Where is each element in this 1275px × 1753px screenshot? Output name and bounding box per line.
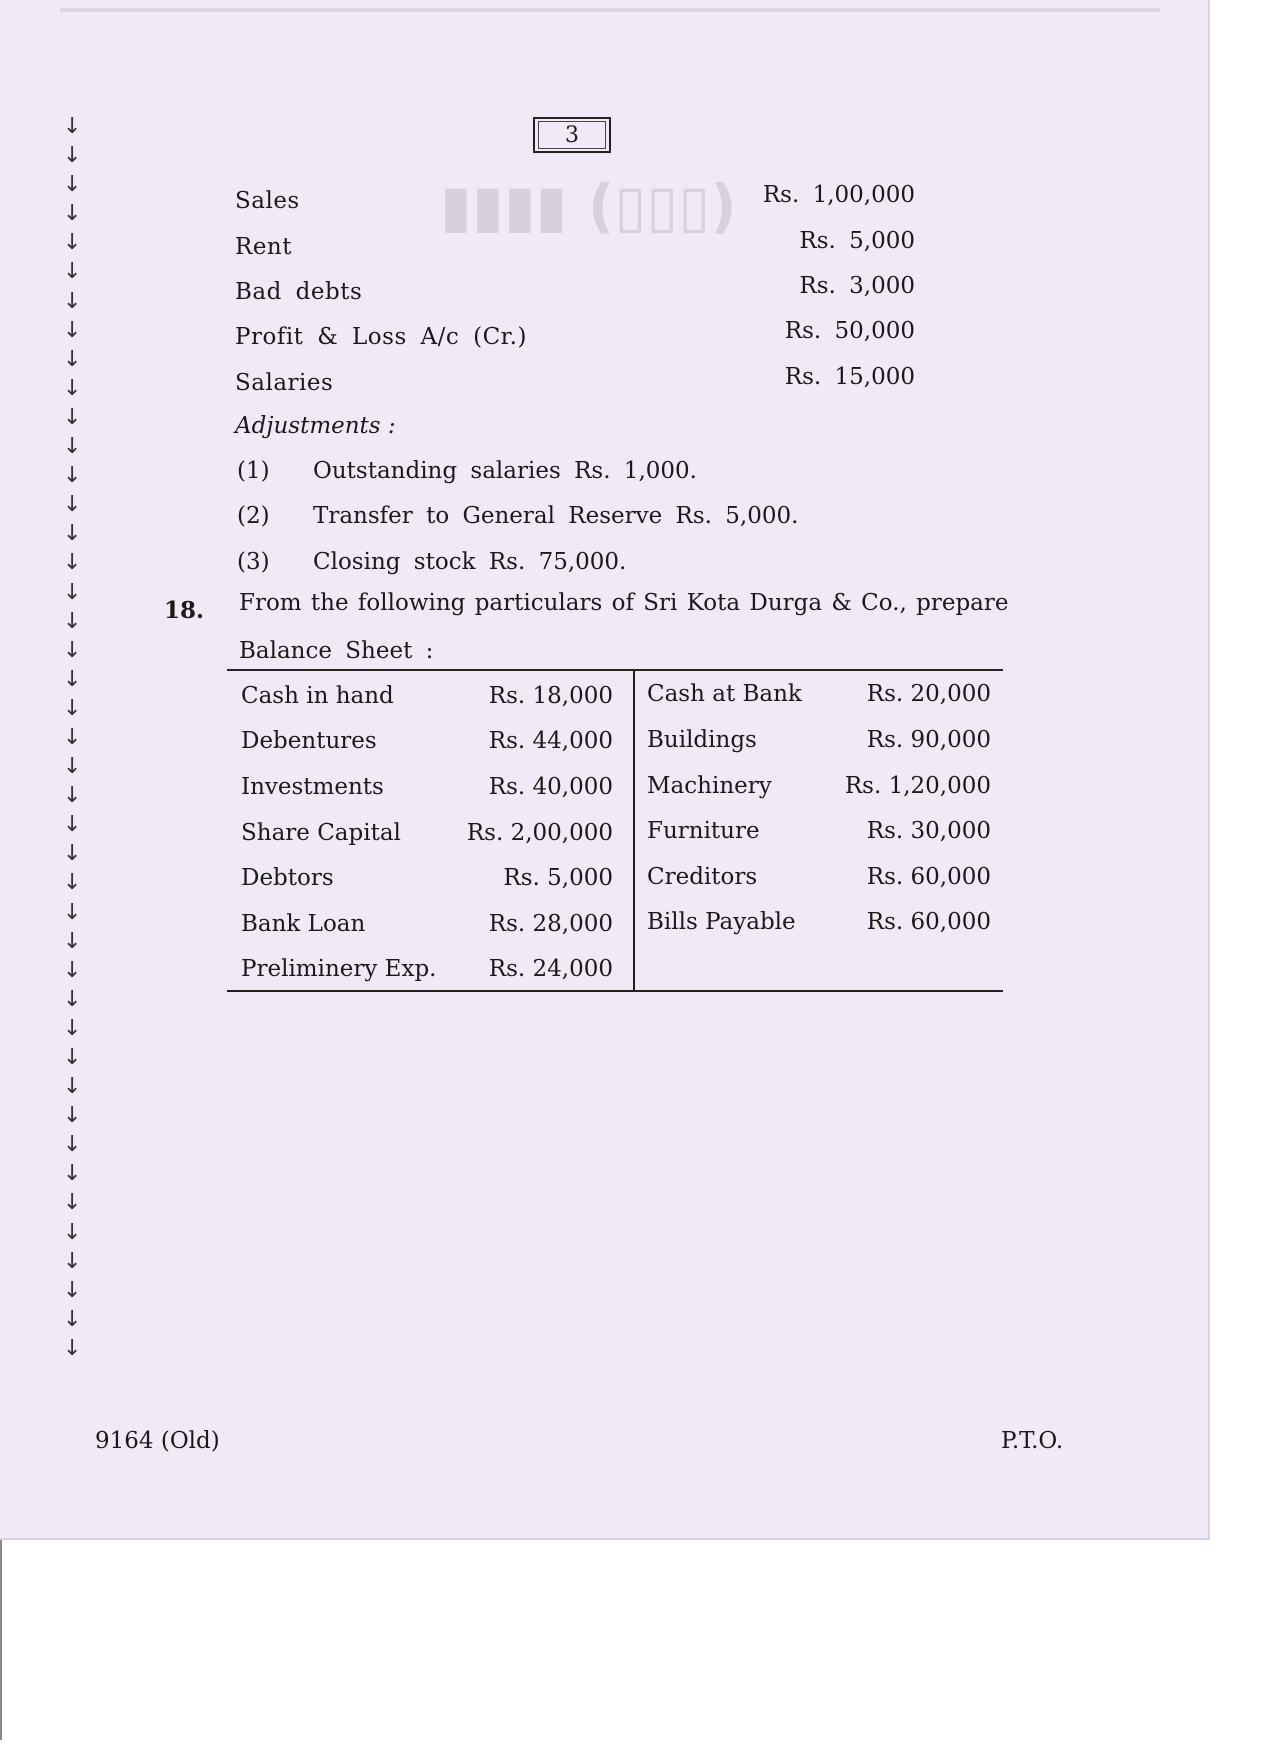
item-value: Rs. 20,000 <box>866 681 991 707</box>
please-turn-over: P.T.O. <box>1001 1428 1064 1454</box>
item-name: Investments <box>241 774 384 800</box>
scan-smudge <box>60 8 1160 12</box>
account-row <box>235 364 915 406</box>
item-value: Rs. 24,000 <box>488 956 613 982</box>
scan-edge-mark <box>0 1540 2 1740</box>
table-row <box>635 909 1003 949</box>
account-amount: Rs. 50,000 <box>784 318 915 344</box>
item-name: Buildings <box>647 727 757 753</box>
question-number: 18. <box>164 597 205 624</box>
page-number: 3 <box>565 122 579 148</box>
item-name: Bills Payable <box>647 909 796 935</box>
account-label: Sales <box>235 188 300 214</box>
adjustment-text: Closing stock Rs. 75,000. <box>313 549 627 575</box>
account-row <box>235 318 915 360</box>
bleed-through-decor: ▮▮▮▮ (▯▯▯) <box>440 172 737 240</box>
table-row <box>227 911 613 951</box>
account-row <box>235 273 915 315</box>
table-row <box>227 774 613 814</box>
question-text-continued: Balance Sheet : <box>239 638 434 664</box>
item-value: Rs. 44,000 <box>488 728 613 754</box>
table-row <box>635 773 1003 813</box>
table-row <box>227 820 613 860</box>
item-name: Debentures <box>241 728 377 754</box>
account-label: Rent <box>235 234 292 260</box>
item-value: Rs. 2,00,000 <box>466 820 613 846</box>
balance-sheet-table <box>227 669 1003 992</box>
account-label: Salaries <box>235 370 334 396</box>
question-text: From the following particulars of Sri Kota Durga & Co., prepare <box>239 590 1009 616</box>
account-amount: Rs. 3,000 <box>799 273 915 299</box>
adjustment-number: (3) <box>237 549 270 575</box>
account-row <box>235 182 915 224</box>
item-value: Rs. 60,000 <box>866 909 991 935</box>
item-name: Creditors <box>647 864 758 890</box>
item-value: Rs. 28,000 <box>488 911 613 937</box>
item-name: Share Capital <box>241 820 401 846</box>
table-row <box>227 683 613 723</box>
item-name: Cash in hand <box>241 683 394 709</box>
item-value: Rs. 60,000 <box>866 864 991 890</box>
item-name: Machinery <box>647 773 772 799</box>
item-value: Rs. 18,000 <box>488 683 613 709</box>
account-amount: Rs. 5,000 <box>799 228 915 254</box>
paper-code: 9164 (Old) <box>95 1428 220 1454</box>
item-value: Rs. 30,000 <box>866 818 991 844</box>
item-name: Preliminery Exp. <box>241 956 437 982</box>
item-name: Cash at Bank <box>647 681 802 707</box>
item-name: Bank Loan <box>241 911 366 937</box>
table-row <box>635 864 1003 904</box>
item-name: Furniture <box>647 818 760 844</box>
item-value: Rs. 90,000 <box>866 727 991 753</box>
table-row <box>227 956 613 996</box>
account-amount: Rs. 1,00,000 <box>762 182 915 208</box>
account-label: Bad debts <box>235 279 363 305</box>
adjustment-text: Transfer to General Reserve Rs. 5,000. <box>313 503 799 529</box>
item-value: Rs. 1,20,000 <box>844 773 991 799</box>
table-row <box>635 818 1003 858</box>
adjustments-heading: Adjustments : <box>235 413 396 439</box>
item-name: Debtors <box>241 865 334 891</box>
item-value: Rs. 40,000 <box>488 774 613 800</box>
table-row <box>635 681 1003 721</box>
account-row <box>235 228 915 270</box>
item-value: Rs. 5,000 <box>503 865 613 891</box>
adjustment-text: Outstanding salaries Rs. 1,000. <box>313 458 697 484</box>
table-row <box>227 865 613 905</box>
account-amount: Rs. 15,000 <box>784 364 915 390</box>
adjustment-number: (2) <box>237 503 270 529</box>
account-label: Profit & Loss A/c (Cr.) <box>235 324 527 350</box>
adjustment-number: (1) <box>237 458 270 484</box>
table-row <box>227 728 613 768</box>
page-number-box <box>533 117 611 153</box>
margin-arrows: ↓ ↓ ↓ ↓ ↓ ↓ ↓ ↓ ↓ ↓ ↓ ↓ ↓ ↓ ↓ ↓ ↓ ↓ ↓ ↓ ↓ ↓ ↓ ↓ ↓ ↓ ↓ ↓ ↓ ↓ ↓ ↓ ↓ ↓ ↓ ↓ ↓ ↓ ↓ ↓ ↓ ↓ ↓ <box>63 114 82 1361</box>
table-row <box>635 727 1003 767</box>
